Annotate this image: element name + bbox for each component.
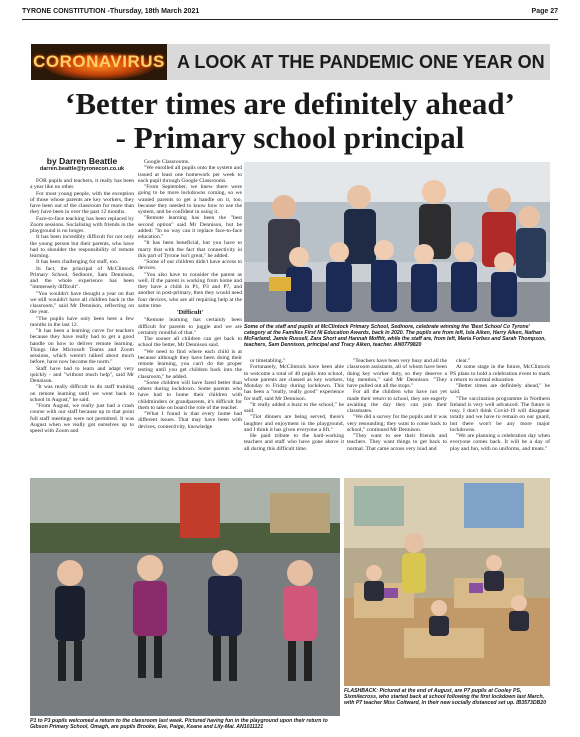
paragraph: Fortunately, McClintock have been able to welcome a total of 40 pupils into school, whose parents are classed as key workers, Monday to Friday during lockdown. This has been a "really, really good" experience for staff, said Mr Dennison.: [244, 364, 344, 402]
photo-classroom: [344, 478, 550, 686]
paragraph: "It has been beneficial, but you have to marry that with the fact that connectivity in this part of Tyrone isn't great," he added.: [138, 240, 242, 259]
paragraph: or timetabling.": [250, 358, 286, 364]
paragraph: "We enrolled all pupils onto the system and issued at least one homework per week to each pupil through Google Classrooms.: [138, 165, 242, 184]
byline-email: darren.beattle@tyronecon.co.uk: [39, 166, 125, 172]
paragraph: "It has been a learning curve for teachers because they have really had to get a good handle on how to deliver remote learning. Things like Microsoft Teams and Zoom sessions, which weren't talked about much before, have now become the norm.": [30, 328, 134, 366]
photo1-caption: Some of the staff and pupils at McClintock Primary School, Sedinore, celebrate winning the 'Best School Co Tyrone' category at the Families First NI Education Awards, back in 2020. The pupils are from left, Isla Aiken, Harry Aiken, Nathan McFarland, Jamie Russell, Zara Short and Hannah Moffitt, while the staff are, from left, Maria Forbes and Sarah Thompson, teachers, Sam Dennison, principal and Tracy Aiken, teacher. AN0779820: [244, 324, 546, 348]
coronavirus-logo: [31, 44, 167, 80]
article-column-2: [138, 159, 242, 475]
photo2-caption: P1 to P3 pupils welcomed a return to the classroom last week. Pictured having fun in the playground upon their return to Gibson Primary School, Omagh, are pupils Brooke, Eve, Paige, Keane and Lily-Mai. AN1011121: [30, 718, 328, 730]
paragraph: "From September, we knew there were going to be more lockdowns coming, so we wanted parents to get a handle on it, too, because they needed to know how to use the system, and be confident in using it.: [138, 184, 242, 215]
headline-line2: - Primary school principal: [115, 120, 465, 155]
paragraph: "The pupils have only been here a few months in the last 12.: [30, 315, 134, 328]
paragraph: "It really added a buzz to the school," he said.: [244, 401, 344, 414]
paragraph: "We are planning a celebration day when everyone comes back. It will be a day of play and fun, with no uniforms, and treats.": [450, 433, 550, 452]
paragraph: "Tiot dinners are being served, there's laughter and enjoyment in the playground, and I think it has given everyone a lift.": [244, 414, 344, 433]
paragraph: "We did a survey for the pupils and it was very resounding; they want to come back to school," continued Mr Dennison.: [347, 414, 447, 433]
article-column-4: [347, 358, 447, 476]
article-column-5: [450, 358, 550, 476]
header-page-number: Page 27: [531, 8, 558, 15]
header-rule: [22, 19, 558, 20]
article-column-3: [244, 358, 344, 476]
subheading: 'Difficult': [176, 309, 204, 316]
paragraph: "From August, we really just had a crash course with our staff because up to that point full staff meetings were not permitted. It was August when we really got ourselves up to speed with Zoom and: [30, 403, 134, 434]
paragraph: "The vaccination programme in Northern Ireland is very well advanced. The future is rosy. I don't think Covid-19 will disappear totally and we have to remain on our guard, but there won't be any more major lockdowns.: [450, 395, 550, 433]
paragraph: "It was really difficult to do staff training on remote learning until we went back to school in August," he said.: [30, 384, 134, 403]
paragraph: "Teachers have been very busy and all the classroom assistants, all of whom have been doing key worker duty, so they deserve a big mention," said Mr Dennison. "They have pulled out all the stops.": [347, 358, 447, 389]
article-column-1: [30, 178, 134, 475]
banner-title: A LOOK AT THE PANDEMIC ONE YEAR ON: [177, 52, 545, 72]
page-header: [22, 8, 558, 18]
paragraph: Staff have had to learn and adapt very quickly - and "without much help", said Mr Dennison.: [30, 365, 134, 384]
paragraph: "What I found is that every home had different issues. That may have been with devices, connectivity, knowledge: [138, 411, 242, 430]
paragraph: "We need to find where each child is at because although they have been doing their remote learning, you can't do the proper testing until you get children back into the classroom," he added.: [138, 348, 242, 380]
paragraph: "You also have to consider the parent as well. If the parent is working from home and they have a child in P1, P3 and P7, and another in post-primary, then they would need four devices, who are all requiring help at the same time.: [138, 271, 242, 309]
paragraph: "Remote learning has been the "best second option" said Mr Dennison, but he added: "In no way can it replace face-to-face education.": [138, 215, 242, 240]
paragraph: "You wouldn't have thought a year on that we still wouldn't have all children back in the classroom," said Mr Dennison, reflecting on the year.: [30, 290, 134, 316]
paragraph: He paid tribute to the hard-working teachers and staff who have gone above it all during this difficult time.: [244, 433, 344, 452]
paragraph: FOR pupils and teachers, it really has been a year like no other.: [30, 178, 134, 191]
headline: [22, 87, 558, 155]
paragraph: "Some children will have fared better than others during lockdown. Some parents who have had to home their children with childminders or grandparents, it's difficult for them to take on board the role of the teacher.: [138, 379, 242, 411]
photo3-caption: FLASHBACK: Pictured at the end of August, are P7 pupils at Cooley PS, Sixmilecross, who started back at school following the first lockdown last March, with P7 teacher Miss Coltward, in their new socially distanced set up. IB3573DB20: [344, 688, 547, 706]
playground-photo-image: [30, 478, 340, 716]
photo-staff-and-pupils: [244, 162, 550, 322]
staff-pupils-photo-image: [244, 162, 550, 322]
paragraph: It has been incredibly difficult for not only the young person but their parents, who have had to shoulder the responsibility of remote learning.: [30, 234, 134, 259]
paragraph: "Better times are definitely ahead," he said.: [450, 383, 550, 396]
paragraph: In fact, the principal of McClintock Primary School, Sedinore, Sam Dennison, and the whole experience has been "immensely difficult".: [30, 265, 134, 291]
byline-name: by Darren Beattle: [46, 156, 118, 166]
byline: [30, 156, 134, 172]
logo-text: CORONAVIRUS: [33, 52, 165, 71]
paragraph: For all the children who have not yet made their return to school, they are eagerly awaiting the day they can join their classmates.: [347, 389, 447, 414]
paragraph: clear.": [456, 358, 471, 364]
paragraph: At some stage in the future, McClintock PS plans to hold a celebration event to mark a return to normal education.: [450, 364, 550, 383]
paragraph: "They want to see their friends and teachers. They want things to get back to normal. That came across very loud and: [347, 433, 447, 452]
paragraph: Google Classrooms.: [144, 159, 190, 165]
classroom-photo-image: [344, 478, 550, 686]
paragraph: "Remote learning has certainly been difficult for parents to juggle and we are certainly mindful of that.": [138, 317, 242, 336]
photo-playground: [30, 478, 340, 716]
paragraph: "Some of our children didn't have access to devices.: [138, 259, 242, 272]
headline-line1: ‘Better times are definitely ahead’: [65, 86, 515, 121]
paragraph: It has been challenging for staff, too.: [36, 259, 119, 266]
paragraph: Face-to-face teaching has been replaced by Zoom sessions. Socialising with friends in the playground is no longer.: [30, 215, 134, 234]
paragraph: The sooner all children can get back to school the better, Mr Dennison said.: [138, 336, 242, 349]
header-publication: TYRONE CONSTITUTION -Thursday, 18th March 2021: [22, 8, 200, 15]
section-banner: [31, 44, 550, 80]
paragraph: For most young people, with the exception of those whose parents are key workers, they have been out of the classroom for more than they have been in over the past 12 months.: [30, 190, 134, 216]
